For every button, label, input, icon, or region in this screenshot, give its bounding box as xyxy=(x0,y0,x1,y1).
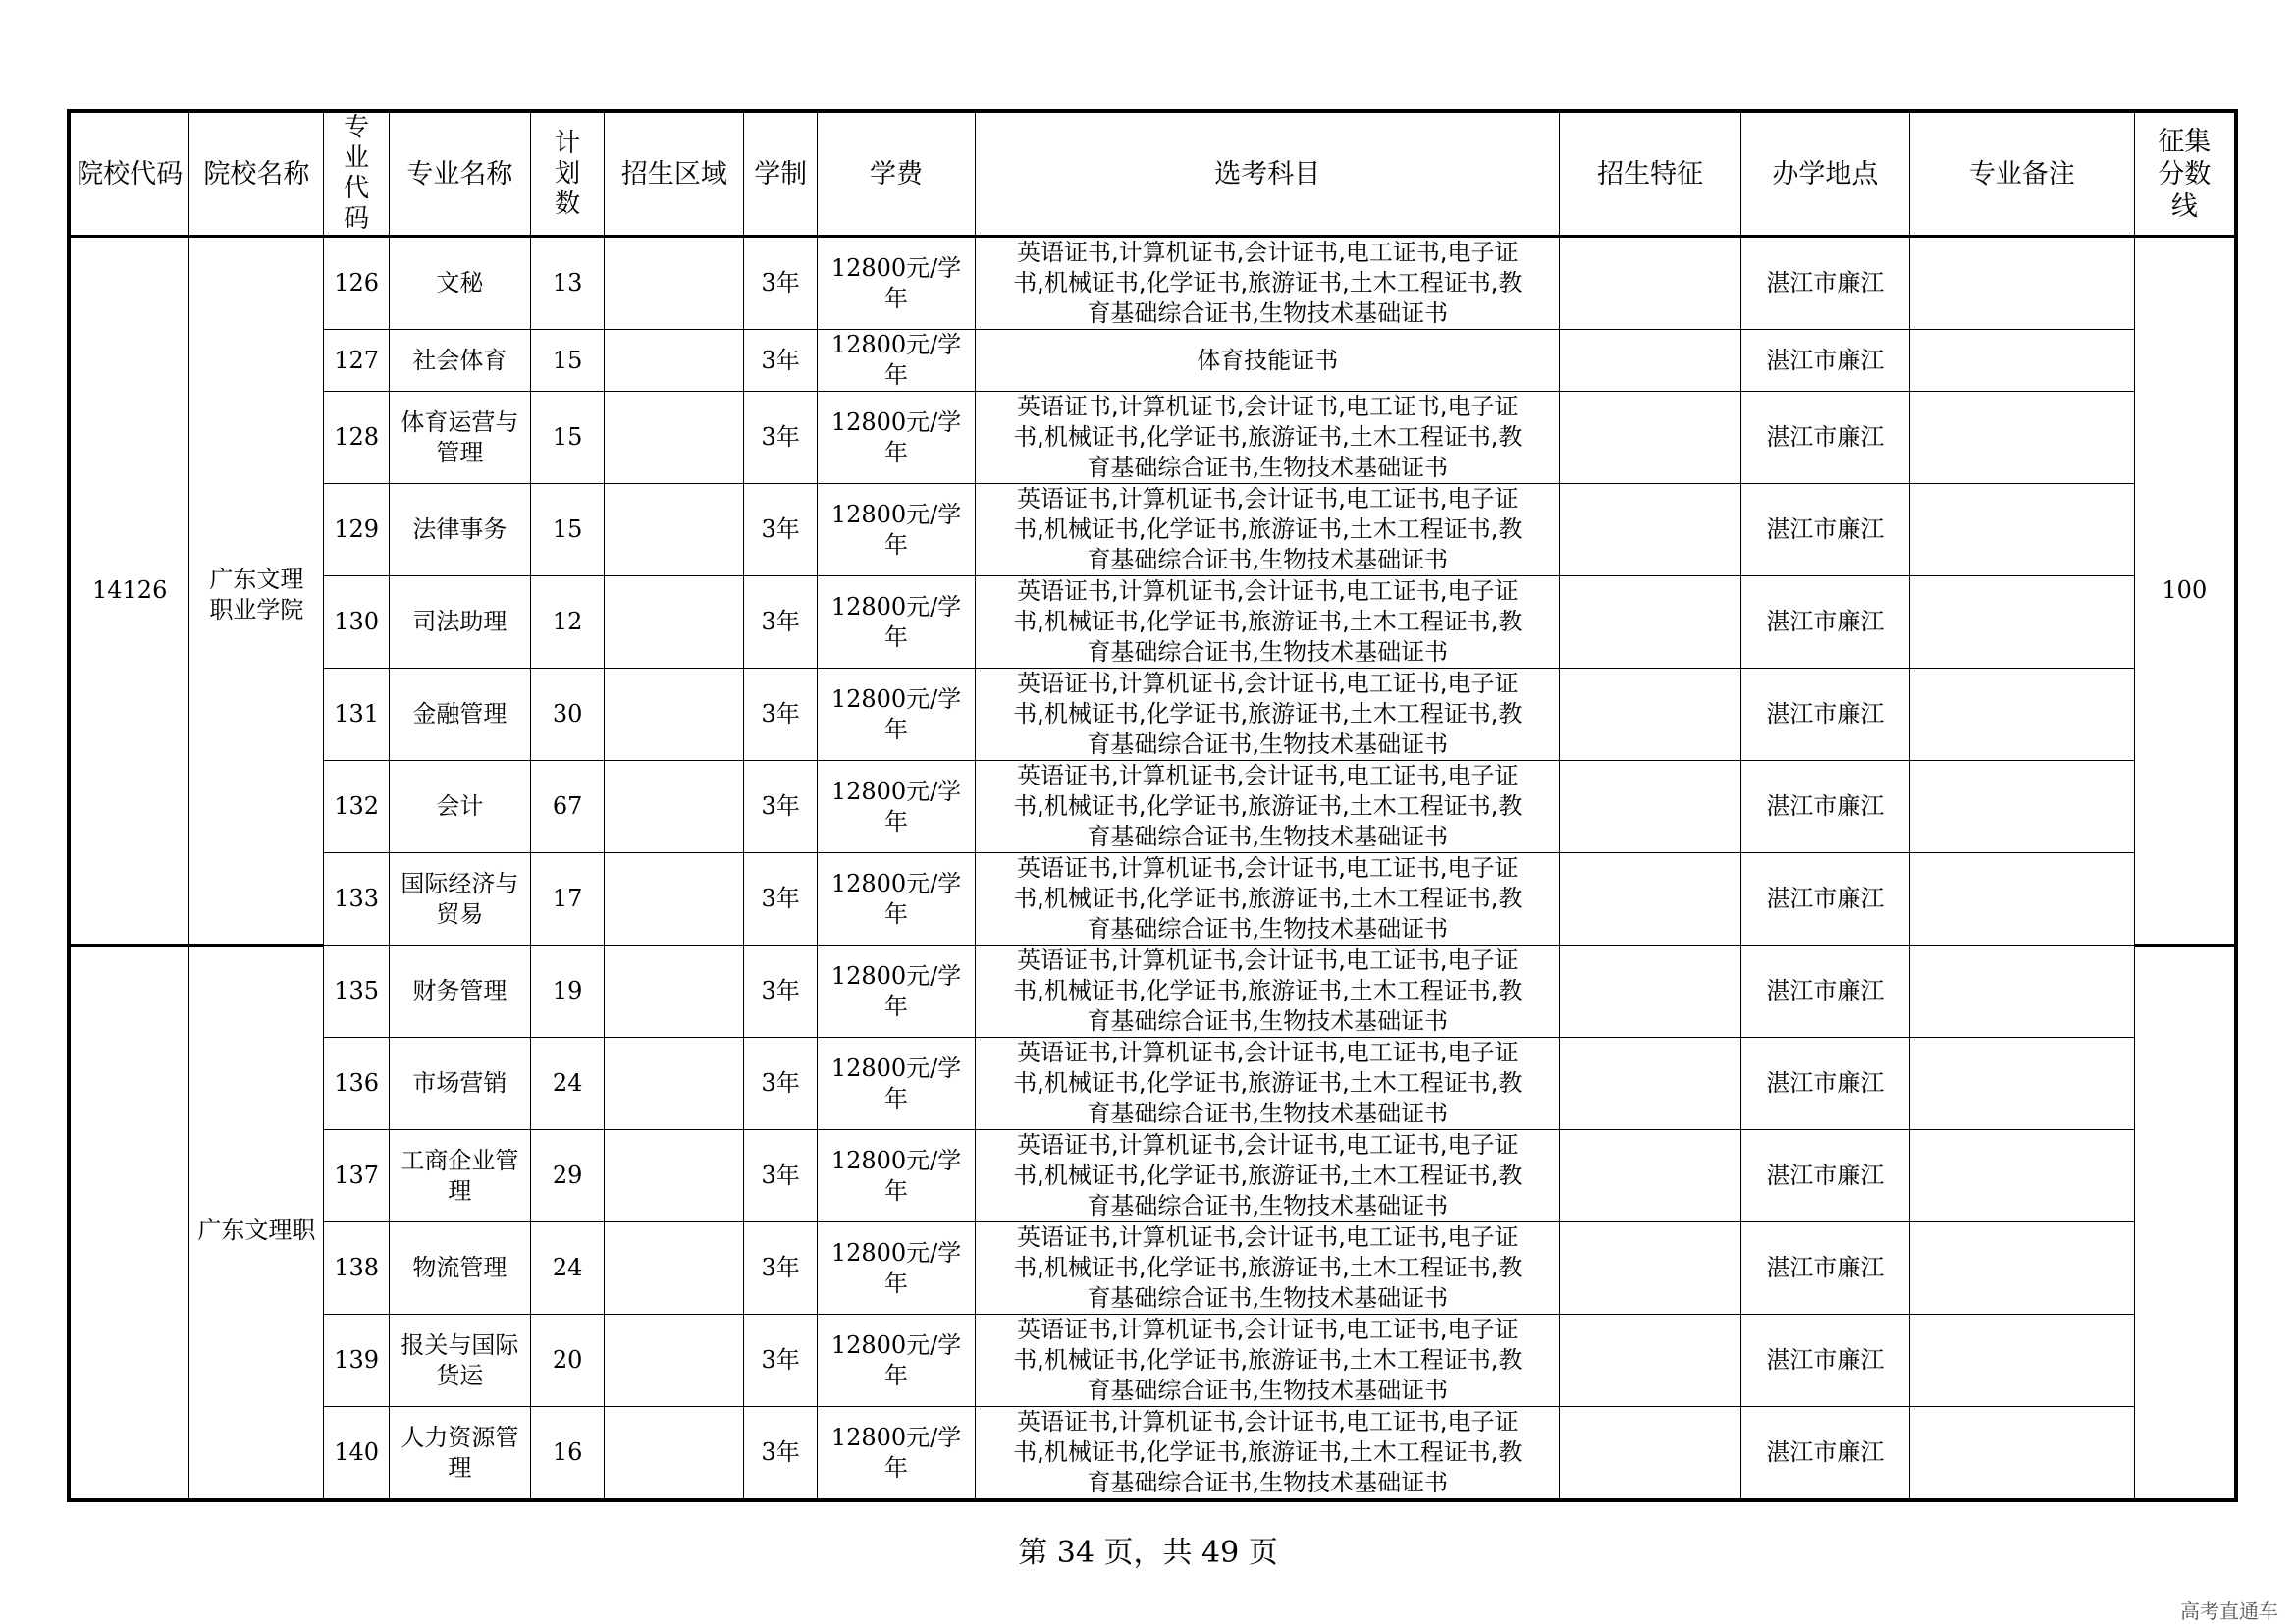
school-name-cell: 广东文理职 xyxy=(189,946,324,1501)
years-cell: 3年 xyxy=(744,1315,818,1407)
table-row xyxy=(69,1222,2236,1315)
header-score-line: 征集分数线 xyxy=(2134,111,2236,237)
fee-cell: 12800元/学年 xyxy=(817,330,975,392)
header-major-name: 专业名称 xyxy=(389,111,530,237)
table-row xyxy=(69,853,2236,946)
years-cell: 3年 xyxy=(744,669,818,761)
subjects-cell: 英语证书,计算机证书,会计证书,电工证书,电子证 书,机械证书,化学证书,旅游证书,土木工程证书,教 育基础综合证书,生物技术基础证书 xyxy=(976,484,1560,576)
location-cell: 湛江市廉江 xyxy=(1740,853,1909,946)
plan-count-cell: 29 xyxy=(530,1130,605,1222)
years-cell: 3年 xyxy=(744,1222,818,1315)
region-cell xyxy=(605,669,744,761)
plan-count-cell: 67 xyxy=(530,761,605,853)
table-row xyxy=(69,946,2236,1038)
features-cell xyxy=(1560,576,1740,669)
remarks-cell xyxy=(1909,576,2134,669)
years-cell: 3年 xyxy=(744,484,818,576)
major-code-cell: 127 xyxy=(324,330,389,392)
location-cell: 湛江市廉江 xyxy=(1740,669,1909,761)
major-name-cell: 市场营销 xyxy=(389,1038,530,1130)
region-cell xyxy=(605,330,744,392)
years-cell: 3年 xyxy=(744,1407,818,1501)
plan-count-cell: 15 xyxy=(530,392,605,484)
years-cell: 3年 xyxy=(744,853,818,946)
watermark-text: 高考直通车 xyxy=(2180,1599,2278,1623)
location-cell: 湛江市廉江 xyxy=(1740,484,1909,576)
table-row xyxy=(69,330,2236,392)
table-row xyxy=(69,669,2236,761)
admission-plan-table xyxy=(67,109,2238,1502)
region-cell xyxy=(605,1315,744,1407)
header-plan-count: 计划数 xyxy=(530,111,605,237)
years-cell: 3年 xyxy=(744,1038,818,1130)
location-cell: 湛江市廉江 xyxy=(1740,392,1909,484)
school-name-cell: 广东文理职业学院 xyxy=(189,237,324,946)
table-row xyxy=(69,1407,2236,1501)
remarks-cell xyxy=(1909,853,2134,946)
features-cell xyxy=(1560,761,1740,853)
remarks-cell xyxy=(1909,946,2134,1038)
school-code-cell: 14126 xyxy=(69,237,189,946)
years-cell: 3年 xyxy=(744,330,818,392)
header-school-code: 院校代码 xyxy=(69,111,189,237)
fee-cell: 12800元/学年 xyxy=(817,1130,975,1222)
features-cell xyxy=(1560,330,1740,392)
features-cell xyxy=(1560,484,1740,576)
major-name-cell: 法律事务 xyxy=(389,484,530,576)
plan-count-cell: 15 xyxy=(530,484,605,576)
table-row xyxy=(69,392,2236,484)
fee-cell: 12800元/学年 xyxy=(817,484,975,576)
remarks-cell xyxy=(1909,1222,2134,1315)
plan-count-cell: 24 xyxy=(530,1038,605,1130)
location-cell: 湛江市廉江 xyxy=(1740,1407,1909,1501)
remarks-cell xyxy=(1909,761,2134,853)
region-cell xyxy=(605,484,744,576)
features-cell xyxy=(1560,853,1740,946)
remarks-cell xyxy=(1909,330,2134,392)
school-code-cell xyxy=(69,946,189,1501)
fee-cell: 12800元/学年 xyxy=(817,1407,975,1501)
features-cell xyxy=(1560,1407,1740,1501)
table-row xyxy=(69,576,2236,669)
major-name-cell: 物流管理 xyxy=(389,1222,530,1315)
features-cell xyxy=(1560,237,1740,330)
features-cell xyxy=(1560,1038,1740,1130)
subjects-cell: 英语证书,计算机证书,会计证书,电工证书,电子证 书,机械证书,化学证书,旅游证书,土木工程证书,教 育基础综合证书,生物技术基础证书 xyxy=(976,392,1560,484)
plan-count-cell: 19 xyxy=(530,946,605,1038)
major-code-cell: 137 xyxy=(324,1130,389,1222)
major-code-cell: 133 xyxy=(324,853,389,946)
features-cell xyxy=(1560,392,1740,484)
major-name-cell: 体育运营与管理 xyxy=(389,392,530,484)
score-line-cell: 100 xyxy=(2134,237,2236,946)
region-cell xyxy=(605,1130,744,1222)
header-fee: 学费 xyxy=(817,111,975,237)
plan-count-cell: 17 xyxy=(530,853,605,946)
plan-count-cell: 24 xyxy=(530,1222,605,1315)
features-cell xyxy=(1560,1130,1740,1222)
remarks-cell xyxy=(1909,669,2134,761)
header-features: 招生特征 xyxy=(1560,111,1740,237)
major-name-cell: 文秘 xyxy=(389,237,530,330)
major-code-cell: 136 xyxy=(324,1038,389,1130)
features-cell xyxy=(1560,669,1740,761)
region-cell xyxy=(605,853,744,946)
location-cell: 湛江市廉江 xyxy=(1740,946,1909,1038)
fee-cell: 12800元/学年 xyxy=(817,669,975,761)
location-cell: 湛江市廉江 xyxy=(1740,1315,1909,1407)
major-code-cell: 132 xyxy=(324,761,389,853)
major-code-cell: 131 xyxy=(324,669,389,761)
region-cell xyxy=(605,1407,744,1501)
location-cell: 湛江市廉江 xyxy=(1740,1130,1909,1222)
subjects-cell: 英语证书,计算机证书,会计证书,电工证书,电子证 书,机械证书,化学证书,旅游证书,土木工程证书,教 育基础综合证书,生物技术基础证书 xyxy=(976,237,1560,330)
plan-count-cell: 30 xyxy=(530,669,605,761)
region-cell xyxy=(605,237,744,330)
page-number: 第 34 页，共 49 页 xyxy=(1018,1536,1278,1570)
remarks-cell xyxy=(1909,484,2134,576)
major-code-cell: 139 xyxy=(324,1315,389,1407)
major-code-cell: 128 xyxy=(324,392,389,484)
years-cell: 3年 xyxy=(744,1130,818,1222)
years-cell: 3年 xyxy=(744,946,818,1038)
fee-cell: 12800元/学年 xyxy=(817,853,975,946)
region-cell xyxy=(605,1038,744,1130)
remarks-cell xyxy=(1909,1130,2134,1222)
remarks-cell xyxy=(1909,237,2134,330)
fee-cell: 12800元/学年 xyxy=(817,392,975,484)
header-major-code: 专业代码 xyxy=(324,111,389,237)
table-row xyxy=(69,1038,2236,1130)
region-cell xyxy=(605,392,744,484)
table-row xyxy=(69,484,2236,576)
plan-count-cell: 20 xyxy=(530,1315,605,1407)
plan-count-cell: 16 xyxy=(530,1407,605,1501)
subjects-cell: 英语证书,计算机证书,会计证书,电工证书,电子证 书,机械证书,化学证书,旅游证书,土木工程证书,教 育基础综合证书,生物技术基础证书 xyxy=(976,1315,1560,1407)
header-years: 学制 xyxy=(744,111,818,237)
fee-cell: 12800元/学年 xyxy=(817,237,975,330)
fee-cell: 12800元/学年 xyxy=(817,946,975,1038)
years-cell: 3年 xyxy=(744,237,818,330)
fee-cell: 12800元/学年 xyxy=(817,1222,975,1315)
features-cell xyxy=(1560,1222,1740,1315)
fee-cell: 12800元/学年 xyxy=(817,1315,975,1407)
table-row xyxy=(69,1315,2236,1407)
features-cell xyxy=(1560,1315,1740,1407)
location-cell: 湛江市廉江 xyxy=(1740,1222,1909,1315)
subjects-cell: 英语证书,计算机证书,会计证书,电工证书,电子证 书,机械证书,化学证书,旅游证书,土木工程证书,教 育基础综合证书,生物技术基础证书 xyxy=(976,1130,1560,1222)
years-cell: 3年 xyxy=(744,392,818,484)
subjects-cell: 英语证书,计算机证书,会计证书,电工证书,电子证 书,机械证书,化学证书,旅游证书,土木工程证书,教 育基础综合证书,生物技术基础证书 xyxy=(976,946,1560,1038)
years-cell: 3年 xyxy=(744,576,818,669)
region-cell xyxy=(605,761,744,853)
location-cell: 湛江市廉江 xyxy=(1740,576,1909,669)
subjects-cell: 英语证书,计算机证书,会计证书,电工证书,电子证 书,机械证书,化学证书,旅游证书,土木工程证书,教 育基础综合证书,生物技术基础证书 xyxy=(976,761,1560,853)
major-name-cell: 会计 xyxy=(389,761,530,853)
fee-cell: 12800元/学年 xyxy=(817,761,975,853)
fee-cell: 12800元/学年 xyxy=(817,1038,975,1130)
region-cell xyxy=(605,1222,744,1315)
region-cell xyxy=(605,946,744,1038)
years-cell: 3年 xyxy=(744,761,818,853)
header-school-name: 院校名称 xyxy=(189,111,324,237)
score-line-cell xyxy=(2134,946,2236,1501)
major-code-cell: 135 xyxy=(324,946,389,1038)
major-name-cell: 金融管理 xyxy=(389,669,530,761)
major-code-cell: 126 xyxy=(324,237,389,330)
table-row xyxy=(69,237,2236,330)
features-cell xyxy=(1560,946,1740,1038)
fee-cell: 12800元/学年 xyxy=(817,576,975,669)
header-region: 招生区域 xyxy=(605,111,744,237)
plan-count-cell: 13 xyxy=(530,237,605,330)
major-name-cell: 报关与国际货运 xyxy=(389,1315,530,1407)
remarks-cell xyxy=(1909,1038,2134,1130)
remarks-cell xyxy=(1909,1315,2134,1407)
plan-count-cell: 15 xyxy=(530,330,605,392)
major-name-cell: 社会体育 xyxy=(389,330,530,392)
major-name-cell: 工商企业管理 xyxy=(389,1130,530,1222)
subjects-cell: 英语证书,计算机证书,会计证书,电工证书,电子证 书,机械证书,化学证书,旅游证书,土木工程证书,教 育基础综合证书,生物技术基础证书 xyxy=(976,853,1560,946)
subjects-cell: 英语证书,计算机证书,会计证书,电工证书,电子证 书,机械证书,化学证书,旅游证书,土木工程证书,教 育基础综合证书,生物技术基础证书 xyxy=(976,669,1560,761)
header-location: 办学地点 xyxy=(1740,111,1909,237)
location-cell: 湛江市廉江 xyxy=(1740,761,1909,853)
major-name-cell: 财务管理 xyxy=(389,946,530,1038)
table-header-row xyxy=(69,111,2236,237)
remarks-cell xyxy=(1909,1407,2134,1501)
major-code-cell: 129 xyxy=(324,484,389,576)
subjects-cell: 英语证书,计算机证书,会计证书,电工证书,电子证 书,机械证书,化学证书,旅游证书,土木工程证书,教 育基础综合证书,生物技术基础证书 xyxy=(976,1222,1560,1315)
region-cell xyxy=(605,576,744,669)
remarks-cell xyxy=(1909,392,2134,484)
major-name-cell: 司法助理 xyxy=(389,576,530,669)
location-cell: 湛江市廉江 xyxy=(1740,237,1909,330)
major-code-cell: 138 xyxy=(324,1222,389,1315)
header-subjects: 选考科目 xyxy=(976,111,1560,237)
plan-count-cell: 12 xyxy=(530,576,605,669)
major-name-cell: 国际经济与贸易 xyxy=(389,853,530,946)
subjects-cell: 体育技能证书 xyxy=(976,330,1560,392)
subjects-cell: 英语证书,计算机证书,会计证书,电工证书,电子证 书,机械证书,化学证书,旅游证书,土木工程证书,教 育基础综合证书,生物技术基础证书 xyxy=(976,1407,1560,1501)
table-row xyxy=(69,1130,2236,1222)
subjects-cell: 英语证书,计算机证书,会计证书,电工证书,电子证 书,机械证书,化学证书,旅游证书,土木工程证书,教 育基础综合证书,生物技术基础证书 xyxy=(976,1038,1560,1130)
table-row xyxy=(69,761,2236,853)
location-cell: 湛江市廉江 xyxy=(1740,330,1909,392)
location-cell: 湛江市廉江 xyxy=(1740,1038,1909,1130)
subjects-cell: 英语证书,计算机证书,会计证书,电工证书,电子证 书,机械证书,化学证书,旅游证书,土木工程证书,教 育基础综合证书,生物技术基础证书 xyxy=(976,576,1560,669)
major-name-cell: 人力资源管理 xyxy=(389,1407,530,1501)
header-remarks: 专业备注 xyxy=(1909,111,2134,237)
major-code-cell: 140 xyxy=(324,1407,389,1501)
major-code-cell: 130 xyxy=(324,576,389,669)
